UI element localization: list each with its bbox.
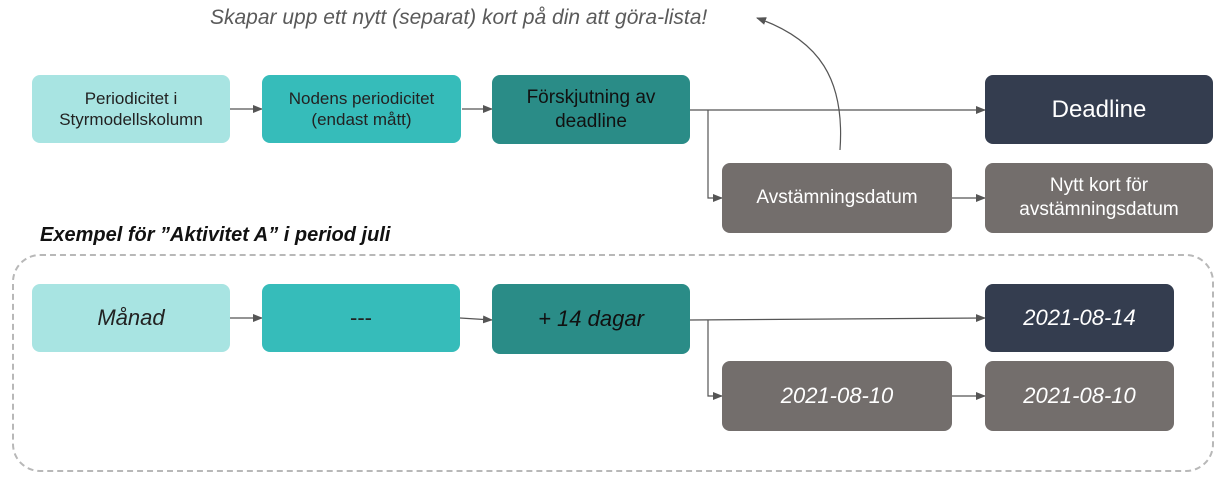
periodicity-column-label: Periodicitet i Styrmodellskolumn: [59, 88, 203, 129]
node-periodicity-box: [262, 75, 461, 143]
example-new-card-box: [985, 361, 1174, 431]
arrow-offset-to-reconciliation: [708, 110, 722, 198]
periodicity-column-box: [32, 75, 230, 143]
example-deadline-value: 2021-08-14: [1023, 305, 1136, 331]
note-text: Skapar upp ett nytt (separat) kort på din att göra-lista!: [210, 6, 708, 29]
example-new-card-value: 2021-08-10: [1023, 383, 1136, 409]
example-deadline-box: [985, 284, 1174, 352]
example-node-periodicity-value: ---: [350, 305, 372, 331]
deadline-offset-label: Förskjutning av deadline: [526, 86, 656, 132]
new-card-label: Nytt kort för avstämningsdatum: [1019, 175, 1179, 220]
example-periodicity-value: Månad: [97, 305, 165, 331]
curved-arrow-to-note: [757, 18, 841, 150]
reconciliation-date-label: Avstämningsdatum: [756, 187, 918, 209]
deadline-box: [985, 75, 1213, 144]
new-card-box: [985, 163, 1213, 233]
reconciliation-date-box: [722, 163, 952, 233]
deadline-label: Deadline: [1051, 95, 1147, 123]
example-reconciliation-date-box: [722, 361, 952, 431]
example-reconciliation-date-value: 2021-08-10: [780, 383, 894, 409]
example-periodicity-box: [32, 284, 230, 352]
deadline-offset-box: [492, 75, 690, 144]
example-title: Exempel för ”Aktivitet A” i period juli: [40, 224, 391, 246]
example-offset-value: + 14 dagar: [538, 306, 644, 332]
node-periodicity-label: Nodens periodicitet (endast mått): [288, 88, 435, 129]
example-offset-box: [492, 284, 690, 354]
example-node-periodicity-box: [262, 284, 460, 352]
